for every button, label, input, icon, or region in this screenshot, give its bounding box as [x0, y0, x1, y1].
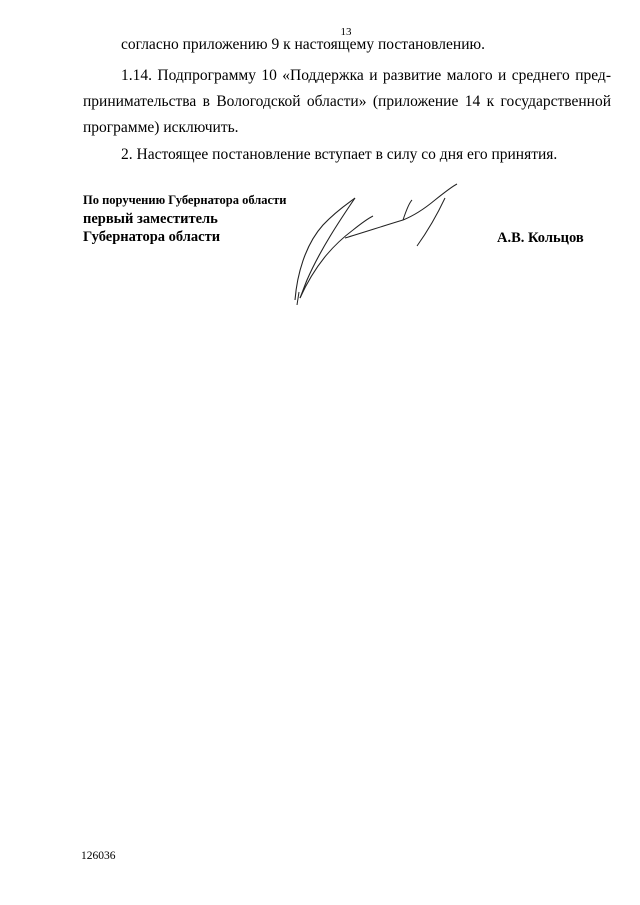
- authority-line: По поручению Губернатора области: [83, 193, 287, 207]
- text-line-4: программе) исключить.: [83, 119, 239, 136]
- document-code: 126036: [81, 850, 116, 862]
- position-line-2: Губернатора области: [83, 229, 221, 245]
- handwritten-signature-icon: [285, 180, 465, 305]
- text-line-2: 1.14. Подпрограмму 10 «Поддержка и развитие малого и среднего пред-: [121, 67, 611, 84]
- text-line-1: согласно приложению 9 к настоящему постановлению.: [121, 36, 485, 53]
- signatory-name: А.В. Кольцов: [497, 230, 584, 246]
- text-line-5: 2. Настоящее постановление вступает в силу со дня его принятия.: [121, 146, 558, 163]
- page-number: 13: [340, 26, 352, 38]
- position-line-1: первый заместитель: [83, 211, 218, 227]
- text-line-3: принимательства в Вологодской области» (приложение 14 к государственной: [83, 93, 611, 110]
